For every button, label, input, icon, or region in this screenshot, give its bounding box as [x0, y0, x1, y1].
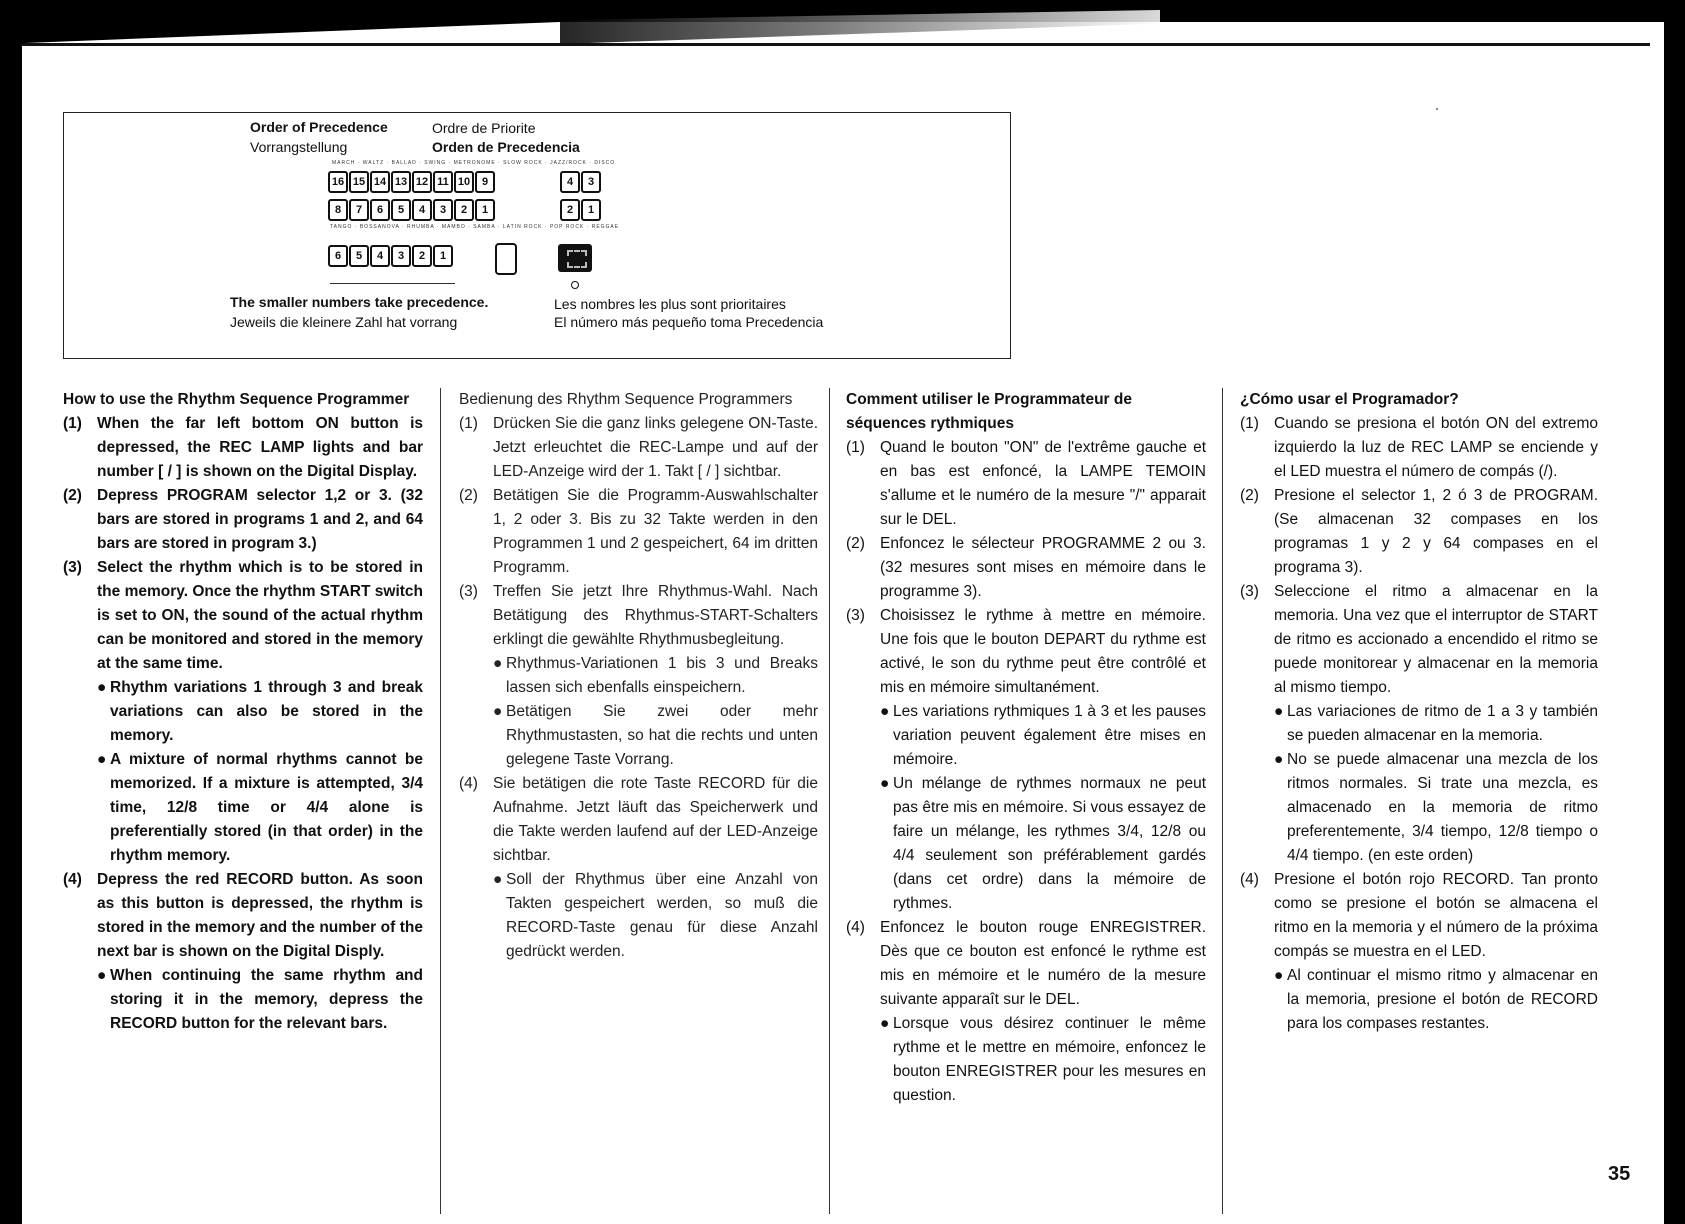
break-variation-bracket: [330, 283, 455, 284]
rhythm-switch: 7: [349, 199, 369, 221]
step-item: (4) Depress the red RECORD button. As soon as this button is depressed, the rhythm is stored in the memory and the number of the next bar is shown on the Digital Disply.: [63, 871, 423, 960]
step-item: (4) Enfoncez le bouton rouge ENREGISTRER. Dès que ce bouton est enfoncé le rythme est mis en mémoire et le numéro de la mesure suivante apparaît sur le DEL.: [846, 919, 1206, 1008]
break-variation-switch: 6: [328, 245, 348, 267]
step-item: (1) When the far left bottom ON button is depressed, the REC LAMP lights and bar number [ / ] is shown on the Digital Display.: [63, 415, 423, 480]
variation-switch-row-bottom: [560, 199, 602, 221]
break-variation-row: [328, 245, 454, 267]
section-title-fr: Comment utiliser le Programmateur de séquences rythmiques: [846, 391, 1132, 432]
rhythm-switch: 2: [454, 199, 474, 221]
bullet-item: ● A mixture of normal rhythms cannot be memorized. If a mixture is attempted, 3/4 time, 12/8 time or 4/4 alone is preferentially stored (in that order) in the rhythm memory.: [97, 751, 423, 864]
bullet-item: ● Al continuar el mismo ritmo y almacenar en la memoria, presione el botón de RECORD para los compases restantes.: [1274, 967, 1598, 1032]
section-title-es: ¿Cómo usar el Programador?: [1240, 391, 1459, 408]
step-item: (3) Treffen Sie jetzt Ihre Rhythmus-Wahl. Nach Betätigung des Rhythmus-START-Schalters erklingt die gewählte Rhythmusbegleitung.: [459, 583, 818, 648]
break-variation-switch: 1: [433, 245, 453, 267]
rhythm-names-bottom: TANGO · BOSSANOVA · RHUMBA · MAMBO · SAMBA · LATIN ROCK · POP ROCK · REGGAE: [330, 224, 620, 230]
break-variation-switch: 3: [391, 245, 411, 267]
column-french: [846, 388, 1206, 1108]
header-en: Order of Precedence: [250, 119, 388, 135]
rhythm-names-top: MARCH · WALTZ · BALLAD · SWING · METRONOME · SLOW ROCK · JAZZ/ROCK · DISCO: [332, 160, 616, 166]
header-fr: Ordre de Priorite: [432, 120, 536, 136]
rhythm-switch: 10: [454, 171, 474, 193]
caption-es: El número más pequeño toma Precedencia: [554, 314, 824, 330]
rhythm-switch: 12: [412, 171, 432, 193]
variation-switch: 1: [581, 199, 601, 221]
header-es: Orden de Precedencia: [432, 139, 580, 155]
bullet-item: ● Betätigen Sie zwei oder mehr Rhythmustasten, so hat die rechts und unten gelegene Taste Vorrang.: [493, 703, 818, 768]
step-item: (1) Drücken Sie die ganz links gelegene ON-Taste. Jetzt erleuchtet die REC-Lampe und auf der LED-Anzeige wird der 1. Takt [ / ] sichtbar.: [459, 415, 818, 480]
step-item: (2) Betätigen Sie die Programm-Auswahlschalter 1, 2 oder 3. Bis zu 32 Takte werden in den Programmen 1 und 2 gespeichert, 64 im dritten Programm.: [459, 487, 818, 576]
bullet-item: ● Lorsque vous désirez continuer le même rythme et le mettre en mémoire, enfoncez le bouton ENREGISTRER pour les mesures en question.: [880, 1015, 1206, 1104]
variation-switch: 4: [560, 171, 580, 193]
section-title-en: How to use the Rhythm Sequence Programmer: [63, 391, 410, 408]
step-item: (3) Seleccione el ritmo a almacenar en la memoria. Una vez que el interruptor de START de ritmo es accionado a encendido el ritmo se puede monitorear y almacenar en la memoria al mismo tiempo.: [1240, 583, 1598, 696]
column-separator: [440, 388, 441, 1214]
step-item: (4) Sie betätigen die rote Taste RECORD für die Aufnahme. Jetzt läuft das Speicherwerk und die Takte werden laufend auf der LED-Anzeige sichtbar.: [459, 775, 818, 864]
section-title-de: Bedienung des Rhythm Sequence Programmers: [459, 391, 793, 408]
scan-edge-line: [0, 43, 1650, 46]
rhythm-switch: 4: [412, 199, 432, 221]
rhythm-switch-row-top: [328, 171, 496, 193]
rhythm-switch: 14: [370, 171, 390, 193]
step-item: (3) Select the rhythm which is to be stored in the memory. Once the rhythm START switch is set to ON, the sound of the actual rhythm can be monitored and stored in the memory at the same time.: [63, 559, 423, 672]
bullet-item: ● No se puede almacenar una mezcla de los ritmos normales. Si trate una mezcla, es almacenado en la memoria de ritmo preferentemente, 3/4 tiempo, 12/8 tiempo o 4/4 tiempo. (en este orden): [1274, 751, 1598, 864]
rhythm-switch: 16: [328, 171, 348, 193]
caption-fr: Les nombres les plus sont prioritaires: [554, 296, 786, 312]
rhythm-switch: 1: [475, 199, 495, 221]
caption-en: The smaller numbers take precedence.: [230, 294, 489, 310]
rhythm-switch: 3: [433, 199, 453, 221]
bullet-item: ● Soll der Rhythmus über eine Anzahl von Takten gespeichert werden, so muß die RECORD-Taste genau für diese Anzahl gedrückt werden.: [493, 871, 818, 960]
precedence-diagram: [63, 112, 1011, 359]
bullet-item: ● Les variations rythmiques 1 à 3 et les pauses variation peuvent également être mises en mémoire.: [880, 703, 1206, 768]
variation-switch-row-top: [560, 171, 602, 193]
led-display-diagram: [558, 244, 592, 272]
step-item: (2) Depress PROGRAM selector 1,2 or 3. (32 bars are stored in programs 1 and 2, and 64 bars are stored in program 3.): [63, 487, 423, 552]
rhythm-switch: 11: [433, 171, 453, 193]
caption-de: Jeweils die kleinere Zahl hat vorrang: [230, 314, 458, 330]
break-variation-switch: 2: [412, 245, 432, 267]
step-item: (2) Enfoncez le sélecteur PROGRAMME 2 ou 3. (32 mesures sont mises en mémoire dans le programme 3).: [846, 535, 1206, 600]
break-variation-switch: 5: [349, 245, 369, 267]
step-item: (4) Presione el botón rojo RECORD. Tan pronto como se presione el botón se almacena el ritmo en la memoria y el número de la próxima compás se muestra en el LED.: [1240, 871, 1598, 960]
step-item: (3) Choisissez le rythme à mettre en mémoire. Une fois que le bouton DEPART du rythme est activé, le son du rythme peut être contrôlé et mis en mémoire simultanément.: [846, 607, 1206, 696]
step-item: (2) Presione el selector 1, 2 ó 3 de PROGRAM. (Se almacenan 32 compases en los programas 1 y 2 y 64 compases en el programa 3).: [1240, 487, 1598, 576]
rhythm-switch: 6: [370, 199, 390, 221]
rhythm-switch: 5: [391, 199, 411, 221]
column-separator: [829, 388, 830, 1214]
tempo-knob-icon: [571, 281, 579, 289]
variation-switch: 2: [560, 199, 580, 221]
step-item: (1) Quand le bouton "ON" de l'extrême gauche et en bas est enfoncé, la LAMPE TEMOIN s'allume et le numéro de la mesure "/" apparait sur le DEL.: [846, 439, 1206, 528]
scan-edge-right: [1664, 0, 1685, 1224]
variation-switch: 3: [581, 171, 601, 193]
column-german: [459, 388, 818, 964]
rhythm-switch: 15: [349, 171, 369, 193]
bullet-item: ● Rhythm variations 1 through 3 and break variations can also be stored in the memory.: [97, 679, 423, 744]
page-number: 35: [1608, 1163, 1631, 1185]
on-button-diagram: [495, 243, 517, 275]
bullet-item: ● Un mélange de rythmes normaux ne peut pas être mis en mémoire. Si vous essayez de faire un mélange, les rythmes 3/4, 12/8 ou 4/4 seulement son préférablement gardés (dans cet ordre) dans la mémoire de rythmes.: [880, 775, 1206, 912]
scan-edge-left: [0, 40, 22, 1224]
rhythm-switch: 8: [328, 199, 348, 221]
scan-speck: [1436, 108, 1438, 110]
column-separator: [1222, 388, 1223, 1214]
bullet-item: ● When continuing the same rhythm and storing it in the memory, depress the RECORD button for the relevant bars.: [97, 967, 423, 1032]
step-item: (1) Cuando se presiona el botón ON del extremo izquierdo la luz de REC LAMP se enciende y el LED muestra el número de compás (/).: [1240, 415, 1598, 480]
column-spanish: [1240, 388, 1598, 1036]
break-variation-switch: 4: [370, 245, 390, 267]
rhythm-switch: 13: [391, 171, 411, 193]
bullet-item: ● Rhythmus-Variationen 1 bis 3 und Breaks lassen sich ebenfalls einspeichern.: [493, 655, 818, 696]
rhythm-switch: 9: [475, 171, 495, 193]
header-de: Vorrangstellung: [250, 139, 348, 155]
rhythm-switch-row-bottom: [328, 199, 496, 221]
bullet-item: ● Las variaciones de ritmo de 1 a 3 y también se pueden almacenar en la memoria.: [1274, 703, 1598, 744]
column-english: [63, 388, 423, 1036]
